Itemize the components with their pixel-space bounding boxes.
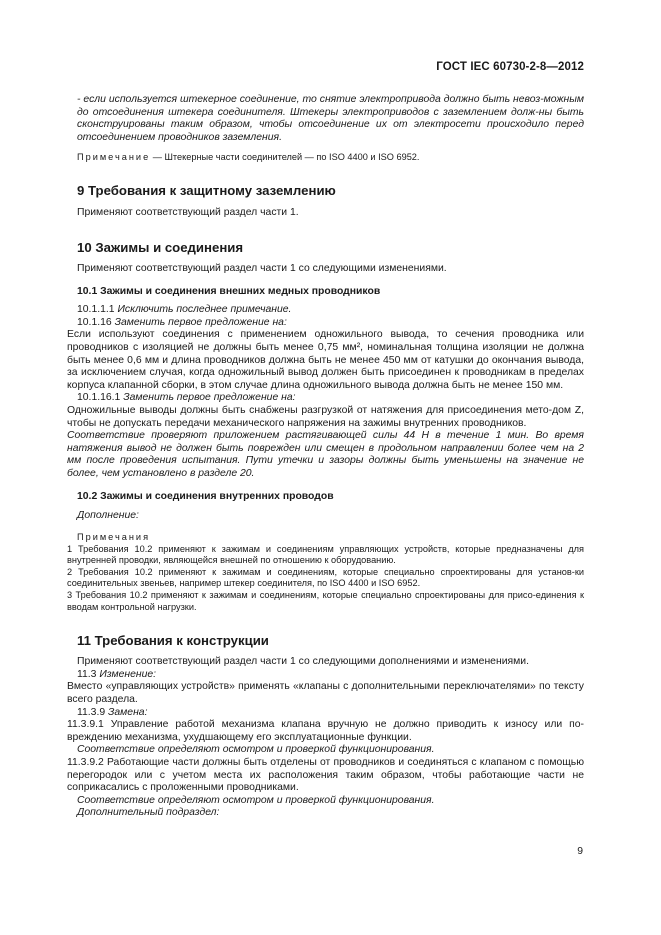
section-9-body: Применяют соответствующий раздел части 1. (77, 206, 299, 218)
notes-label: Примечания (77, 532, 151, 543)
section-11-title: 11 Требования к конструкции (77, 633, 269, 649)
clause-11-3-text: Вместо «управляющих устройств» применять «клапаны с дополнительными переключателями» по тексту всего раздела. (67, 681, 584, 705)
section-10-title: 10 Зажимы и соединения (77, 239, 244, 255)
section-10-body: Применяют соответствующий раздел части 1 со следующими изменениями. (77, 262, 447, 274)
clause-10-1-16-1-text: Одножильные выводы должны быть снабжены разгрузкой от натяжения для присоединения мето-дом Z, чтобы не допускать передачи механического напряжения на зажимы внутренних проводников. (67, 404, 584, 429)
clause-instruction: Заменить первое предложение на: (123, 392, 296, 404)
note-intro-label: Примечание (77, 152, 151, 163)
compliance-check-tension: Соответствие проверяют приложением растягивающей силы 44 Н в течение 1 мин. Во время натяжения вывод не должен быть поврежден или смещен в продольном направлении более чем на 2 мм после проведения испытания. Пути утечки и зазоры должны быть уменьшены на значение не более, чем установлено в разделе 20. (67, 430, 584, 479)
clause-10-1-16 (77, 317, 584, 330)
compliance-check-11-3-9-1: Соответствие определяют осмотром и проверкой функционирования. (77, 744, 435, 756)
additional-subsection-label: Дополнительный подраздел: (77, 807, 220, 819)
clause-number: 10.1.1.1 (77, 304, 118, 316)
clause-10-1-16-text: Если используют соединения с применением одножильного вывода, то сечения проводника или проводников с изоляцией не должны быть менее 0,75 мм², номинальная толщина изоляции не должна быть менее 0,6 мм и длина проводников должна быть не менее 450 мм от катушки до окончания вывода, за исключением случая, когда одножильный вывод должен быть присоединен к проводникам в пределах корпуса клапанной сборки, в этом случае длина одножильного вывода должна быть не менее 150 мм. (67, 329, 584, 391)
clause-number: 10.1.16.1 (77, 392, 124, 404)
clause-instruction: Замена: (108, 706, 148, 718)
note-intro-text: — Штекерные части соединителей — по ISO 4400 и ISO 6952. (150, 152, 420, 163)
note-intro (77, 152, 584, 164)
section-10-2-title: 10.2 Зажимы и соединения внутренних проводов (77, 491, 334, 503)
clause-10-1-16-1 (77, 392, 584, 405)
addition-label: Дополнение: (77, 510, 139, 522)
clause-number: 10.1.16 (77, 316, 115, 328)
clause-11-3-9-1: 11.3.9.1 Управление работой механизма клапана вручную не должно приводить к износу или по-вреждению механизма, ухудшающему его эксплуатационные функции. (67, 719, 584, 743)
note-1: 1 Требования 10.2 применяют к зажимам и соединениям управляющих устройств, которые предназначены для внутренней проводки, являющейся внешней по отношению к оборудованию. (67, 543, 584, 566)
clause-11-3-9-2: 11.3.9.2 Работающие части должны быть отделены от проводников и соединяться с клапаном с помощью перегородок или с учетом места их расположения таким образом, чтобы работающие части не соприкасались с проложенными проводниками. (67, 756, 584, 794)
clause-instruction: Исключить последнее примечание. (117, 304, 292, 316)
section-11-body: Применяют соответствующий раздел части 1 со следующими дополнениями и изменениями. (77, 656, 529, 668)
clause-number: 11.3 (77, 668, 100, 680)
page-number: 9 (577, 846, 583, 857)
intro-paragraph: - если используется штекерное соединение, то снятие электропривода должно быть невоз-можным до отсоединения штекера соединителя. Штекеры электроприводов с заземлением долж-ны быть сконструированы таким образом, чтобы отсоединение их от электросети происходило перед отсоединением проводников заземления. (77, 94, 584, 143)
compliance-check-11-3-9-2: Соответствие определяют осмотром и проверкой функционирования. (77, 794, 435, 806)
clause-11-3-9 (77, 707, 584, 720)
clause-11-3 (77, 669, 584, 682)
section-10-1-title: 10.1 Зажимы и соединения внешних медных проводников (77, 286, 381, 298)
note-3: 3 Требования 10.2 применяют к зажимам и соединениям, которые специально спроектированы для присо-единения к вводам контрольной нагрузки. (67, 590, 584, 612)
clause-number: 11.3.9 (77, 706, 109, 718)
document-header: ГОСТ IEC 60730-2-8—2012 (436, 61, 584, 73)
clause-instruction: Заменить первое предложение на: (114, 316, 287, 328)
note-2: 2 Требования 10.2 применяют к зажимам и соединениям, которые специально спроектированы для установ-ки соединительных звеньев, например штекер соединителя, по ISO 4400 и ISO 6952. (67, 566, 584, 589)
page-content (67, 94, 584, 820)
clause-10-1-1-1 (77, 304, 584, 317)
section-9-title: 9 Требования к защитному заземлению (77, 182, 336, 198)
clause-instruction: Изменение: (99, 668, 157, 680)
